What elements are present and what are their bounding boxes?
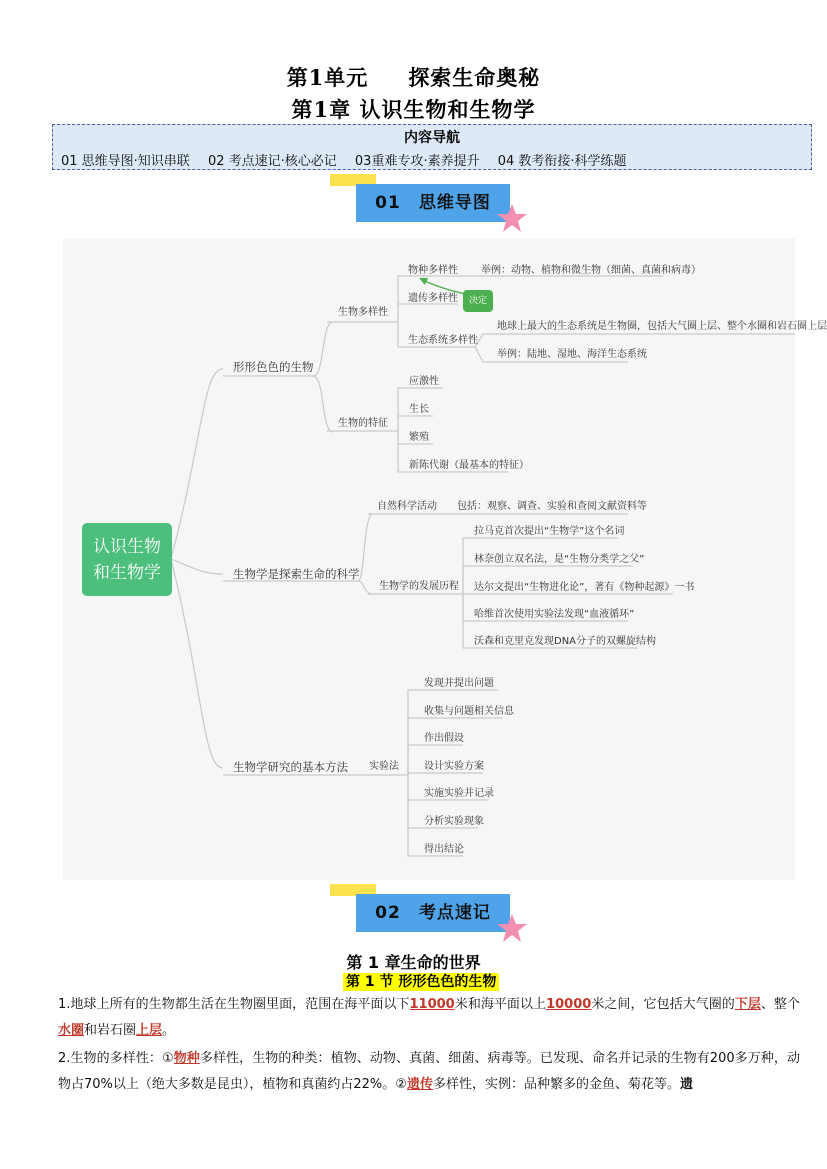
node-step: 作出假设 (424, 733, 464, 744)
key-term: 水圈 (58, 1023, 85, 1038)
node-step: 得出结论 (424, 844, 464, 855)
decides-badge: 决定 (463, 290, 493, 312)
branch-diverse-life: 形形色色的生物 (233, 360, 314, 374)
star-icon (496, 912, 528, 944)
node-step: 分析实验现象 (424, 816, 484, 827)
node-feature-item: 新陈代谢（最基本的特征） (409, 460, 529, 471)
star-icon (496, 202, 528, 234)
mind-map (63, 238, 827, 880)
node-history-item: 林奈创立双名法，是“生物分类学之父” (474, 554, 645, 565)
key-term: 遗传 (406, 1077, 433, 1092)
node-life-features: 生物的特征 (338, 418, 388, 429)
node-feature-item: 应激性 (409, 376, 439, 387)
node-step: 收集与问题相关信息 (424, 706, 514, 717)
section-banner-keypoints (330, 884, 520, 944)
node-genetic-diversity: 遗传多样性 (408, 293, 458, 304)
branch-research-methods: 生物学研究的基本方法 (233, 760, 348, 774)
node-history-item: 哈维首次使用实验法发现“血液循环” (474, 609, 635, 620)
section-banner-mindmap (330, 174, 520, 234)
nav-item[interactable]: 03重难专攻·素养提升 (354, 154, 480, 169)
node-ecosystem-example: 举例：陆地、湿地、海洋生态系统 (497, 349, 647, 360)
nav-items (61, 150, 641, 169)
key-term: 下层 (734, 997, 761, 1012)
mind-map-root: 认识生物 和生物学 (82, 523, 172, 596)
node-feature-item: 生长 (409, 404, 429, 415)
unit-subtitle: 探索生命奥秘 (408, 65, 541, 90)
key-term: 遗 (679, 1077, 693, 1092)
chapter-heading: 第 1 章生命的世界 (346, 953, 481, 972)
node-history-item: 达尔文提出“生物进化论”，著有《物种起源》一书 (474, 582, 695, 593)
node-history-item: 沃森和克里克发现DNA分子的双螺旋结构 (474, 636, 657, 647)
node-experiment-method: 实验法 (369, 761, 399, 772)
content-navigation (52, 124, 812, 170)
nav-item[interactable]: 04 教考衔接·科学练题 (497, 154, 627, 169)
node-step: 实施实验并记录 (424, 788, 494, 799)
nav-title: 内容导航 (404, 130, 460, 146)
key-term: 11000 (409, 997, 455, 1012)
section-heading: 第 1 节 形形色色的生物 (343, 973, 499, 991)
node-step: 设计实验方案 (424, 761, 484, 772)
unit-title (0, 62, 827, 92)
node-species-diversity: 物种多样性 (408, 265, 458, 276)
node-biodiversity: 生物多样性 (338, 307, 388, 318)
chapter-title: 第1章 认识生物和生物学 (291, 97, 536, 122)
banner-label: 01 思维导图 (356, 184, 510, 222)
node-feature-item: 繁殖 (409, 432, 429, 443)
key-term: 物种 (173, 1051, 200, 1066)
unit-number: 第1单元 (286, 65, 369, 90)
key-term: 上层 (136, 1023, 163, 1038)
key-point-1: 1.地球上所有的生物都生活在生物圈里面，范围在海平面以下11000米和海平面以上10000米之间，它包括大气圈的下层、整个水圈和岩石圈上层。 (58, 997, 800, 1038)
node-ecosystem-note: 地球上最大的生态系统是生物圈，包括大气圈上层、整个水圈和岩石圈上层 (497, 321, 827, 332)
node-ecosystem-diversity: 生态系统多样性 (408, 335, 478, 346)
banner-label: 02 考点速记 (356, 894, 510, 932)
key-term: 10000 (546, 997, 592, 1012)
node-activity-note: 包括：观察、调查、实验和查阅文献资料等 (457, 501, 647, 512)
branch-biology-science: 生物学是探索生命的科学 (233, 567, 360, 581)
key-point-2: 2.生物的多样性：①物种多样性，生物的种类：植物、动物、真菌、细菌、病毒等。已发现、命名并记录的生物有200多万种，动物占70%以上（绝大多数是昆虫），植物和真菌约占22%。②遗传多样性，实例：品种繁多的金鱼、菊花等。遗 (58, 1051, 800, 1092)
nav-item[interactable]: 01 思维导图·知识串联 (61, 154, 190, 169)
node-history-item: 拉马克首次提出“生物学”这个名词 (474, 526, 625, 537)
node-species-example: 举例：动物、植物和微生物（细菌、真菌和病毒） (481, 265, 701, 276)
node-science-activity: 自然科学活动 (377, 501, 437, 512)
nav-item[interactable]: 02 考点速记·核心必记 (207, 154, 337, 169)
node-step: 发现并提出问题 (424, 678, 494, 689)
node-history: 生物学的发展历程 (379, 581, 459, 592)
